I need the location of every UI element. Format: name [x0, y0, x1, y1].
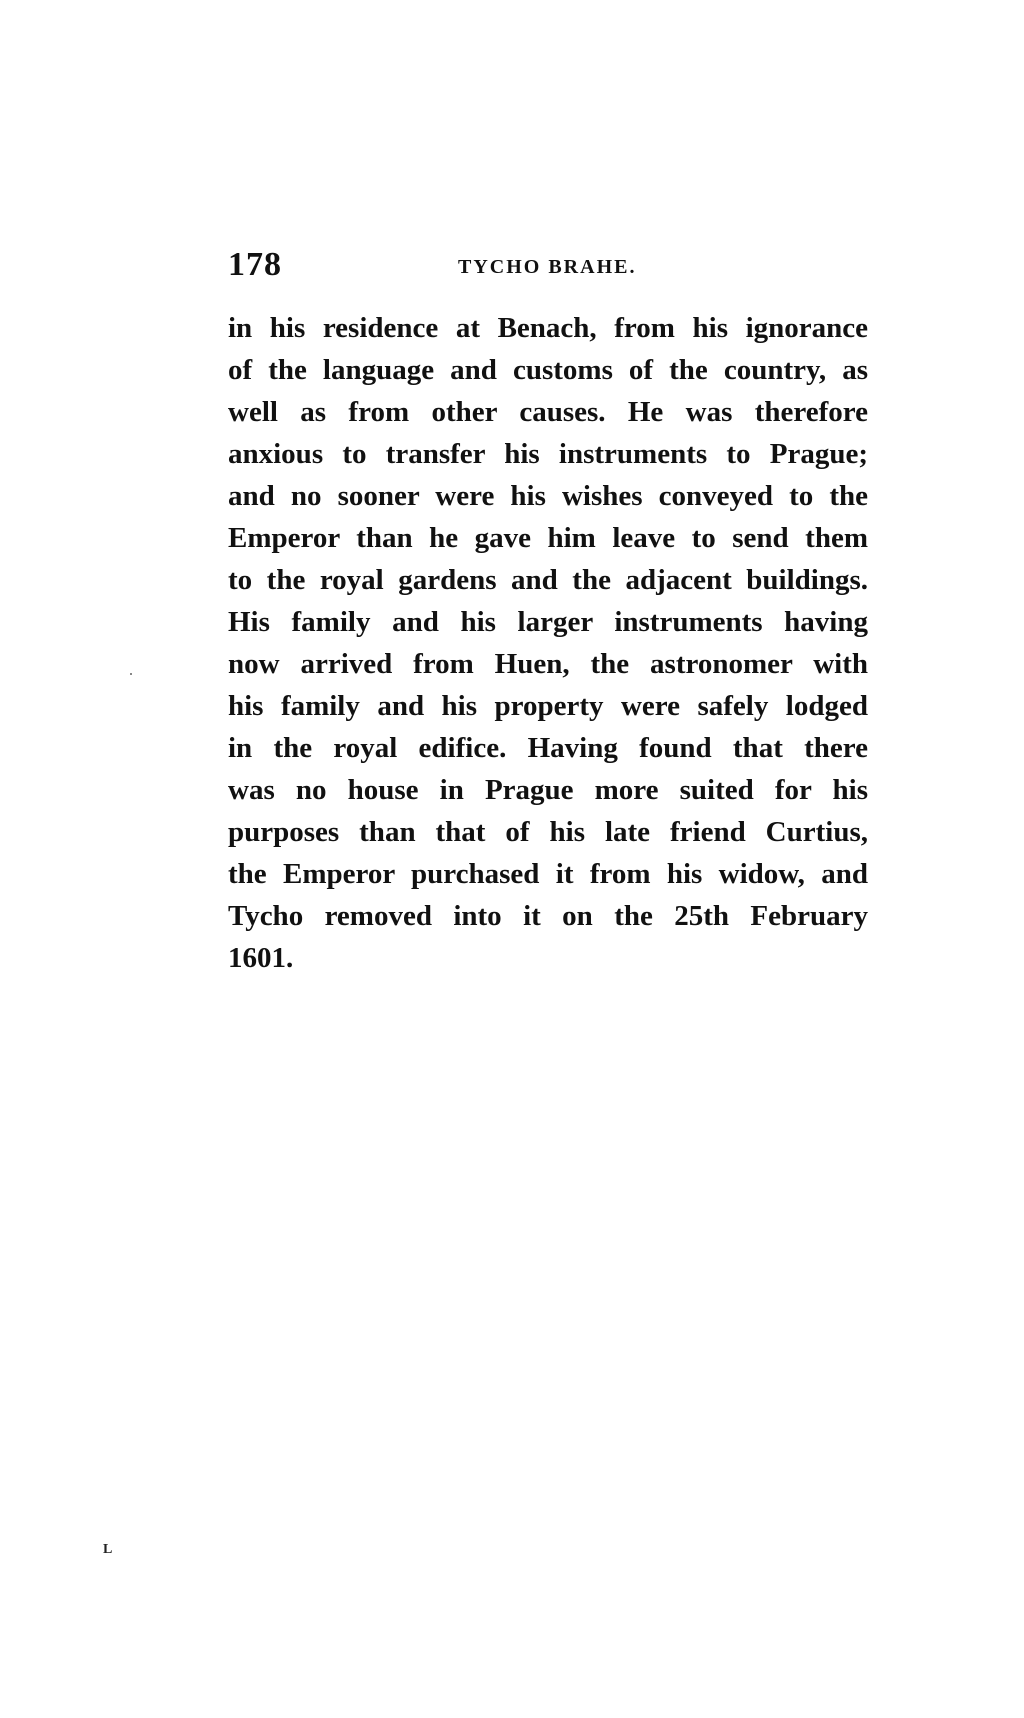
running-head: [228, 246, 868, 286]
running-title: TYCHO BRAHE.: [458, 256, 637, 278]
text-line: in the royal edifice. Having found that there: [228, 732, 868, 764]
text-line: was no house in Prague more suited for his: [228, 774, 868, 806]
text-line: and no sooner were his wishes conveyed to the: [228, 480, 868, 512]
text-line-final: 1601.: [228, 942, 294, 974]
footer-mark: L: [103, 1542, 113, 1557]
text-line: Tycho removed into it on the 25th February: [228, 900, 868, 932]
text-line: His family and his larger instruments having: [228, 606, 868, 638]
text-line: the Emperor purchased it from his widow, and: [228, 858, 868, 890]
text-line: anxious to transfer his instruments to Prague;: [228, 438, 868, 470]
text-line: now arrived from Huen, the astronomer with: [228, 648, 868, 680]
text-line: his family and his property were safely lodged: [228, 690, 868, 722]
text-line: to the royal gardens and the adjacent buildings.: [228, 564, 868, 596]
text-line: well as from other causes. He was therefore: [228, 396, 868, 428]
page-number: 178: [228, 246, 282, 283]
text-line: in his residence at Benach, from his ignorance: [228, 312, 868, 344]
text-line: purposes than that of his late friend Curtius,: [228, 816, 868, 848]
scan-speck: [130, 673, 132, 675]
body-text: [228, 307, 868, 979]
text-line: Emperor than he gave him leave to send them: [228, 522, 868, 554]
text-line: of the language and customs of the country, as: [228, 354, 868, 386]
